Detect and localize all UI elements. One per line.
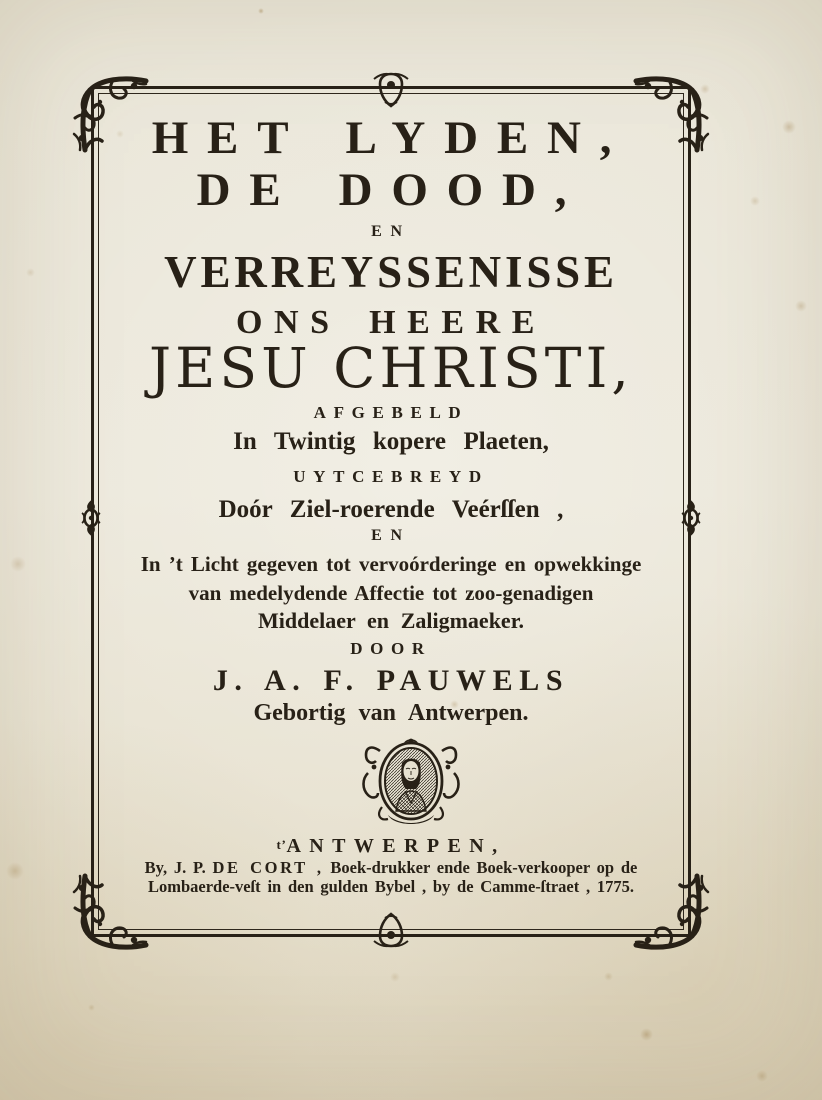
christ-portrait-vignette [358,737,464,831]
paper-stain [795,300,807,312]
conjunction-en-2: EN [371,527,411,544]
author-origin: Gebortig van Antwerpen. [253,700,529,726]
imprint-publisher-name: DE CORT , [212,858,324,877]
paper-stain [6,862,24,880]
subtitle-verses: Doór Ziel-roerende Veérſſen , [218,496,564,523]
subtitle-afgebeld: AFGEBELD [313,403,469,422]
paper-stain [10,556,26,572]
title-page-text [91,0,691,1100]
paper-stain [26,268,35,277]
title-line-4: ONS HEERE [236,304,546,341]
imprint-city-prefix: t’ [276,837,287,852]
title-line-1: HET LYDEN, [151,112,631,164]
imprint-city [91,836,691,856]
imprint-line-1 [91,860,691,877]
subtitle-uytgebreyd: UYTCEBREYD [293,467,489,486]
author-name: J. A. F. PAUWELS [212,664,570,697]
imprint-line-2: Lombaerde-veſt in den gulden Bybel , by de Camme-ſtraet , 1775. [147,877,635,896]
imprint-publisher-prefix: By, J. P. [144,858,206,877]
imprint-city-name: ANTWERPEN, [286,835,506,857]
subtitle-plates: In Twintig kopere Plaeten, [233,428,549,455]
paper-stain [782,120,796,134]
title-line-3: VERREYSSENISSE [164,247,618,297]
subtitle-purpose-3: Middelaer en Zaligmaeker. [258,608,524,633]
subtitle-purpose-2: van medelydende Affectie tot zoo-genadigen [188,581,594,605]
paper-stain [756,1070,768,1082]
paper-stain [750,196,760,206]
conjunction-en-1: EN [371,223,411,240]
author-door: DOOR [350,639,432,658]
title-line-2: DE DOOD, [196,164,586,216]
imprint-publisher-role: Boek-drukker ende Boek-verkooper op de [330,858,638,877]
subtitle-purpose-1: In ’t Licht gegeven tot vervoórderinge en opwekkinge [140,552,642,576]
title-line-5-jesu-christi: JESU CHRISTI, [148,336,634,400]
